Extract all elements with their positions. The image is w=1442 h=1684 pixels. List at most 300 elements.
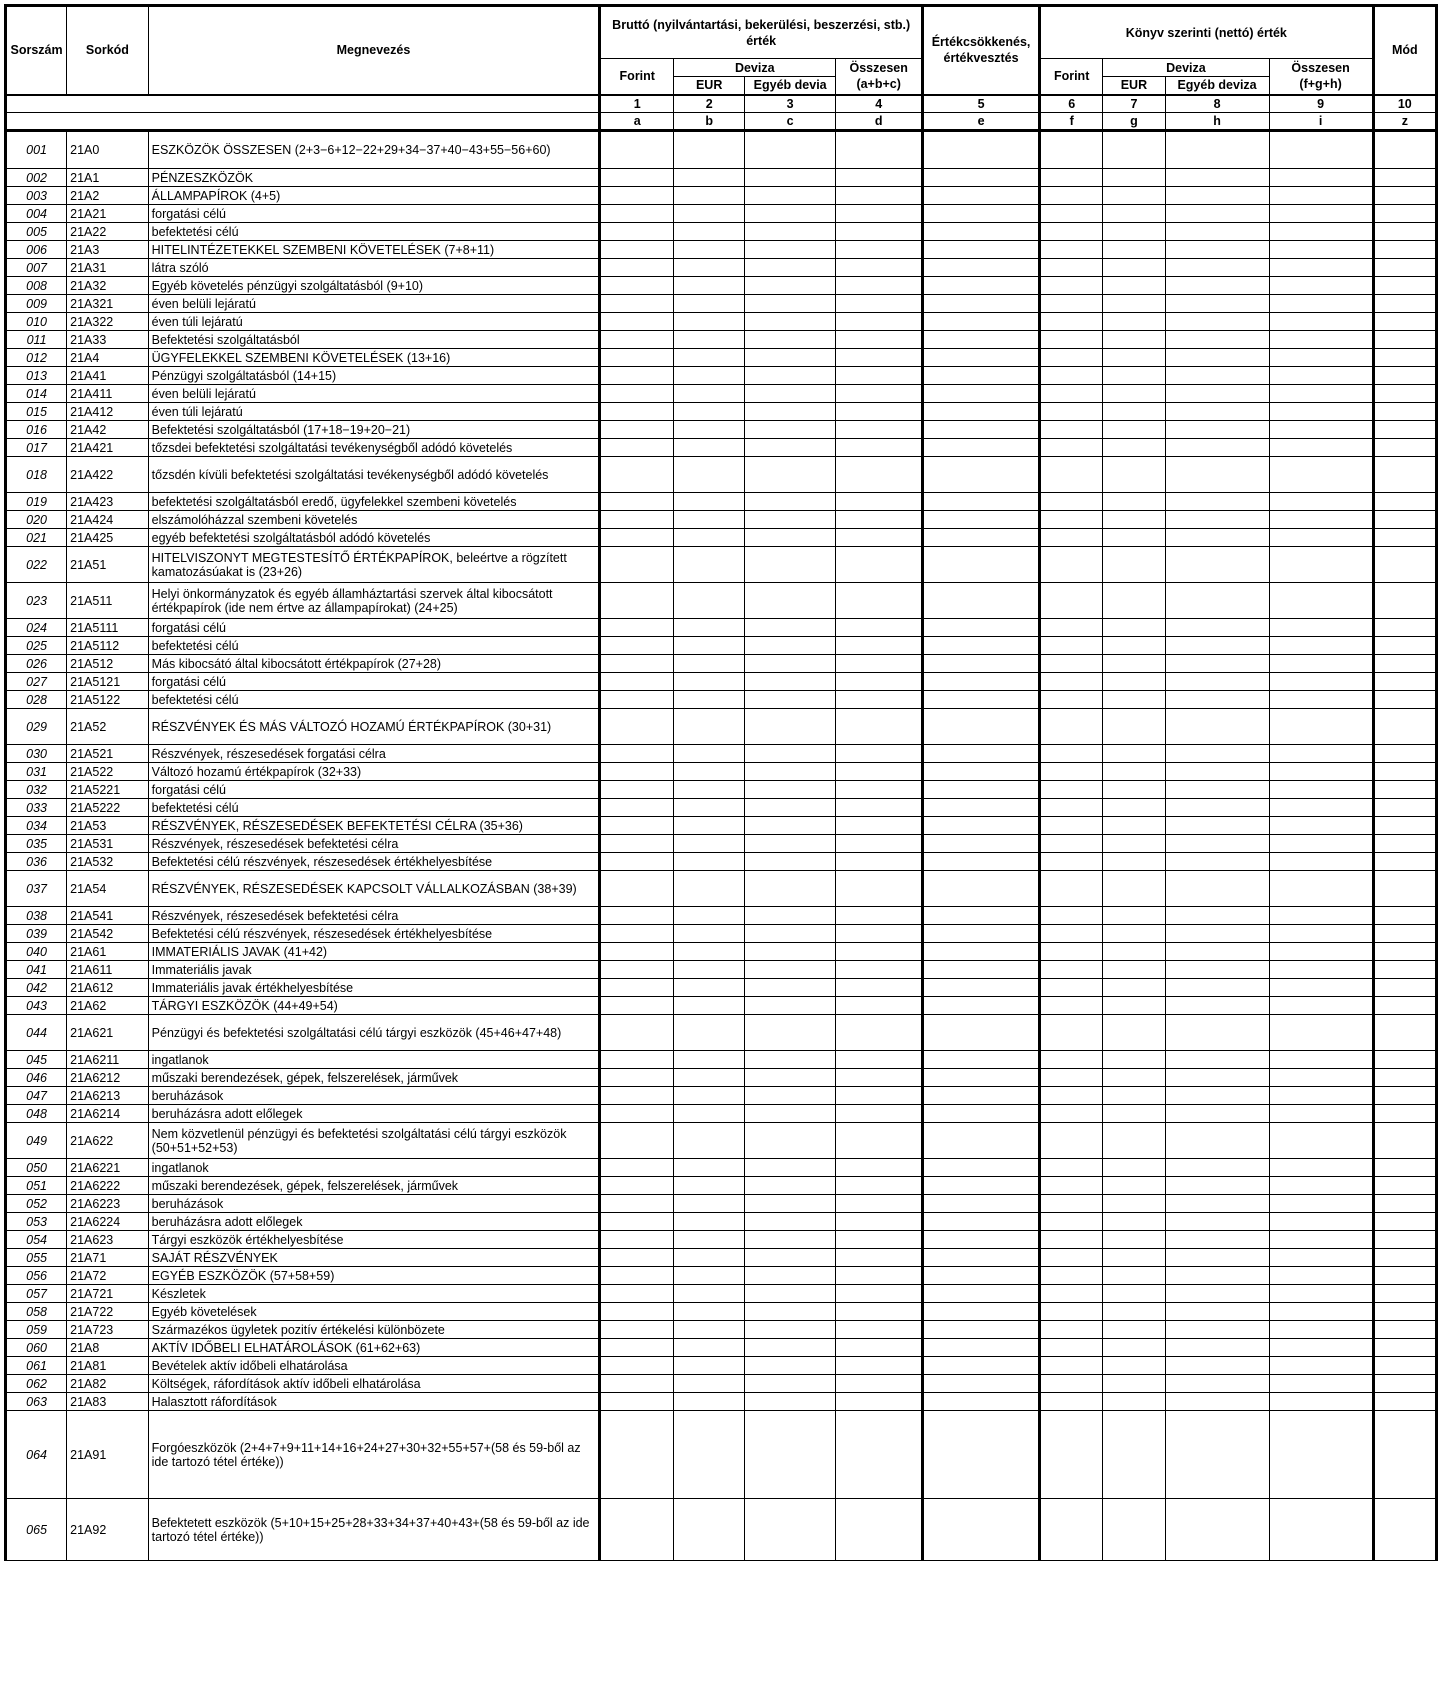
value-cell[interactable] bbox=[745, 1123, 836, 1159]
value-cell[interactable] bbox=[745, 745, 836, 763]
value-cell[interactable] bbox=[745, 1177, 836, 1195]
value-cell[interactable] bbox=[600, 1105, 674, 1123]
value-cell[interactable] bbox=[600, 1069, 674, 1087]
value-cell[interactable] bbox=[674, 1015, 745, 1051]
value-cell[interactable] bbox=[1269, 1321, 1373, 1339]
value-cell[interactable] bbox=[1165, 1375, 1269, 1393]
value-cell[interactable] bbox=[836, 1321, 923, 1339]
value-cell[interactable] bbox=[745, 169, 836, 187]
value-cell[interactable] bbox=[745, 1357, 836, 1375]
value-cell[interactable] bbox=[674, 1303, 745, 1321]
value-cell[interactable] bbox=[745, 1087, 836, 1105]
value-cell[interactable] bbox=[674, 313, 745, 331]
value-cell[interactable] bbox=[674, 529, 745, 547]
value-cell[interactable] bbox=[1373, 637, 1436, 655]
value-cell[interactable] bbox=[1373, 1249, 1436, 1267]
value-cell[interactable] bbox=[1103, 187, 1165, 205]
value-cell[interactable] bbox=[1103, 943, 1165, 961]
value-cell[interactable] bbox=[1103, 1375, 1165, 1393]
value-cell[interactable] bbox=[674, 709, 745, 745]
value-cell[interactable] bbox=[1040, 169, 1103, 187]
value-cell[interactable] bbox=[600, 313, 674, 331]
value-cell[interactable] bbox=[1103, 457, 1165, 493]
value-cell[interactable] bbox=[600, 1393, 674, 1411]
value-cell[interactable] bbox=[1040, 349, 1103, 367]
value-cell[interactable] bbox=[600, 619, 674, 637]
value-cell[interactable] bbox=[923, 1123, 1040, 1159]
value-cell[interactable] bbox=[1373, 979, 1436, 997]
value-cell[interactable] bbox=[1165, 907, 1269, 925]
value-cell[interactable] bbox=[745, 1051, 836, 1069]
value-cell[interactable] bbox=[836, 961, 923, 979]
value-cell[interactable] bbox=[745, 241, 836, 259]
value-cell[interactable] bbox=[1165, 1357, 1269, 1375]
value-cell[interactable] bbox=[1165, 439, 1269, 457]
value-cell[interactable] bbox=[923, 1231, 1040, 1249]
value-cell[interactable] bbox=[1103, 655, 1165, 673]
value-cell[interactable] bbox=[1373, 1051, 1436, 1069]
value-cell[interactable] bbox=[923, 799, 1040, 817]
value-cell[interactable] bbox=[836, 1231, 923, 1249]
value-cell[interactable] bbox=[923, 241, 1040, 259]
value-cell[interactable] bbox=[923, 169, 1040, 187]
value-cell[interactable] bbox=[745, 529, 836, 547]
value-cell[interactable] bbox=[1373, 799, 1436, 817]
value-cell[interactable] bbox=[923, 1393, 1040, 1411]
value-cell[interactable] bbox=[600, 1267, 674, 1285]
value-cell[interactable] bbox=[836, 421, 923, 439]
value-cell[interactable] bbox=[1040, 799, 1103, 817]
value-cell[interactable] bbox=[674, 367, 745, 385]
value-cell[interactable] bbox=[836, 1213, 923, 1231]
value-cell[interactable] bbox=[1103, 367, 1165, 385]
value-cell[interactable] bbox=[1373, 1267, 1436, 1285]
value-cell[interactable] bbox=[1269, 925, 1373, 943]
value-cell[interactable] bbox=[1165, 1105, 1269, 1123]
value-cell[interactable] bbox=[1373, 1159, 1436, 1177]
value-cell[interactable] bbox=[1103, 1159, 1165, 1177]
value-cell[interactable] bbox=[923, 943, 1040, 961]
value-cell[interactable] bbox=[674, 1195, 745, 1213]
value-cell[interactable] bbox=[1269, 1159, 1373, 1177]
value-cell[interactable] bbox=[600, 943, 674, 961]
value-cell[interactable] bbox=[674, 403, 745, 421]
value-cell[interactable] bbox=[600, 1213, 674, 1231]
value-cell[interactable] bbox=[1040, 439, 1103, 457]
value-cell[interactable] bbox=[836, 1357, 923, 1375]
value-cell[interactable] bbox=[674, 1087, 745, 1105]
value-cell[interactable] bbox=[1165, 1321, 1269, 1339]
value-cell[interactable] bbox=[1165, 1087, 1269, 1105]
value-cell[interactable] bbox=[600, 1015, 674, 1051]
value-cell[interactable] bbox=[1040, 673, 1103, 691]
value-cell[interactable] bbox=[836, 979, 923, 997]
value-cell[interactable] bbox=[1040, 1393, 1103, 1411]
value-cell[interactable] bbox=[1165, 1499, 1269, 1561]
value-cell[interactable] bbox=[836, 349, 923, 367]
value-cell[interactable] bbox=[1373, 673, 1436, 691]
value-cell[interactable] bbox=[745, 1411, 836, 1499]
value-cell[interactable] bbox=[1373, 1285, 1436, 1303]
value-cell[interactable] bbox=[923, 871, 1040, 907]
value-cell[interactable] bbox=[1165, 655, 1269, 673]
value-cell[interactable] bbox=[674, 1411, 745, 1499]
value-cell[interactable] bbox=[923, 763, 1040, 781]
value-cell[interactable] bbox=[600, 1303, 674, 1321]
value-cell[interactable] bbox=[836, 1087, 923, 1105]
value-cell[interactable] bbox=[745, 709, 836, 745]
value-cell[interactable] bbox=[1373, 1069, 1436, 1087]
value-cell[interactable] bbox=[600, 1159, 674, 1177]
value-cell[interactable] bbox=[1040, 655, 1103, 673]
value-cell[interactable] bbox=[600, 1249, 674, 1267]
value-cell[interactable] bbox=[674, 763, 745, 781]
value-cell[interactable] bbox=[1040, 1303, 1103, 1321]
value-cell[interactable] bbox=[745, 691, 836, 709]
value-cell[interactable] bbox=[1103, 1213, 1165, 1231]
value-cell[interactable] bbox=[836, 241, 923, 259]
value-cell[interactable] bbox=[1103, 205, 1165, 223]
value-cell[interactable] bbox=[1269, 1267, 1373, 1285]
value-cell[interactable] bbox=[1269, 817, 1373, 835]
value-cell[interactable] bbox=[1040, 691, 1103, 709]
value-cell[interactable] bbox=[745, 871, 836, 907]
value-cell[interactable] bbox=[600, 853, 674, 871]
value-cell[interactable] bbox=[1269, 1339, 1373, 1357]
value-cell[interactable] bbox=[923, 1177, 1040, 1195]
value-cell[interactable] bbox=[674, 979, 745, 997]
value-cell[interactable] bbox=[745, 1339, 836, 1357]
value-cell[interactable] bbox=[745, 925, 836, 943]
value-cell[interactable] bbox=[600, 1285, 674, 1303]
value-cell[interactable] bbox=[674, 1213, 745, 1231]
value-cell[interactable] bbox=[1103, 403, 1165, 421]
value-cell[interactable] bbox=[745, 511, 836, 529]
value-cell[interactable] bbox=[600, 295, 674, 313]
value-cell[interactable] bbox=[1103, 1321, 1165, 1339]
value-cell[interactable] bbox=[1269, 1375, 1373, 1393]
value-cell[interactable] bbox=[600, 1195, 674, 1213]
value-cell[interactable] bbox=[923, 187, 1040, 205]
value-cell[interactable] bbox=[1103, 1123, 1165, 1159]
value-cell[interactable] bbox=[1103, 385, 1165, 403]
value-cell[interactable] bbox=[1040, 131, 1103, 169]
value-cell[interactable] bbox=[836, 1177, 923, 1195]
value-cell[interactable] bbox=[600, 1231, 674, 1249]
value-cell[interactable] bbox=[600, 187, 674, 205]
value-cell[interactable] bbox=[674, 745, 745, 763]
value-cell[interactable] bbox=[1103, 169, 1165, 187]
value-cell[interactable] bbox=[1103, 295, 1165, 313]
value-cell[interactable] bbox=[600, 1051, 674, 1069]
value-cell[interactable] bbox=[1103, 1303, 1165, 1321]
value-cell[interactable] bbox=[1373, 457, 1436, 493]
value-cell[interactable] bbox=[1103, 709, 1165, 745]
value-cell[interactable] bbox=[1040, 1267, 1103, 1285]
value-cell[interactable] bbox=[1373, 439, 1436, 457]
value-cell[interactable] bbox=[1373, 1123, 1436, 1159]
value-cell[interactable] bbox=[1103, 907, 1165, 925]
value-cell[interactable] bbox=[1269, 961, 1373, 979]
value-cell[interactable] bbox=[674, 131, 745, 169]
value-cell[interactable] bbox=[600, 457, 674, 493]
value-cell[interactable] bbox=[745, 763, 836, 781]
value-cell[interactable] bbox=[745, 1195, 836, 1213]
value-cell[interactable] bbox=[745, 259, 836, 277]
value-cell[interactable] bbox=[745, 943, 836, 961]
value-cell[interactable] bbox=[923, 1015, 1040, 1051]
value-cell[interactable] bbox=[1269, 871, 1373, 907]
value-cell[interactable] bbox=[674, 511, 745, 529]
value-cell[interactable] bbox=[923, 1195, 1040, 1213]
value-cell[interactable] bbox=[674, 781, 745, 799]
value-cell[interactable] bbox=[1165, 1195, 1269, 1213]
value-cell[interactable] bbox=[1373, 835, 1436, 853]
value-cell[interactable] bbox=[1165, 1285, 1269, 1303]
value-cell[interactable] bbox=[745, 979, 836, 997]
value-cell[interactable] bbox=[1165, 979, 1269, 997]
value-cell[interactable] bbox=[836, 1375, 923, 1393]
value-cell[interactable] bbox=[836, 763, 923, 781]
value-cell[interactable] bbox=[1103, 1015, 1165, 1051]
value-cell[interactable] bbox=[745, 1303, 836, 1321]
value-cell[interactable] bbox=[1103, 871, 1165, 907]
value-cell[interactable] bbox=[836, 439, 923, 457]
value-cell[interactable] bbox=[836, 223, 923, 241]
value-cell[interactable] bbox=[745, 853, 836, 871]
value-cell[interactable] bbox=[674, 835, 745, 853]
value-cell[interactable] bbox=[1373, 1015, 1436, 1051]
value-cell[interactable] bbox=[836, 259, 923, 277]
value-cell[interactable] bbox=[1040, 1015, 1103, 1051]
value-cell[interactable] bbox=[1373, 131, 1436, 169]
value-cell[interactable] bbox=[836, 1069, 923, 1087]
value-cell[interactable] bbox=[600, 331, 674, 349]
value-cell[interactable] bbox=[1269, 1285, 1373, 1303]
value-cell[interactable] bbox=[1165, 1015, 1269, 1051]
value-cell[interactable] bbox=[600, 131, 674, 169]
value-cell[interactable] bbox=[923, 385, 1040, 403]
value-cell[interactable] bbox=[600, 439, 674, 457]
value-cell[interactable] bbox=[674, 1339, 745, 1357]
value-cell[interactable] bbox=[745, 457, 836, 493]
value-cell[interactable] bbox=[1269, 763, 1373, 781]
value-cell[interactable] bbox=[1373, 781, 1436, 799]
value-cell[interactable] bbox=[1103, 1231, 1165, 1249]
value-cell[interactable] bbox=[1165, 871, 1269, 907]
value-cell[interactable] bbox=[745, 835, 836, 853]
value-cell[interactable] bbox=[1269, 997, 1373, 1015]
value-cell[interactable] bbox=[1040, 619, 1103, 637]
value-cell[interactable] bbox=[1040, 1051, 1103, 1069]
value-cell[interactable] bbox=[836, 1303, 923, 1321]
value-cell[interactable] bbox=[923, 1357, 1040, 1375]
value-cell[interactable] bbox=[1373, 1357, 1436, 1375]
value-cell[interactable] bbox=[1103, 1267, 1165, 1285]
value-cell[interactable] bbox=[836, 367, 923, 385]
value-cell[interactable] bbox=[674, 1231, 745, 1249]
value-cell[interactable] bbox=[1040, 637, 1103, 655]
value-cell[interactable] bbox=[600, 1499, 674, 1561]
value-cell[interactable] bbox=[836, 295, 923, 313]
value-cell[interactable] bbox=[923, 1321, 1040, 1339]
value-cell[interactable] bbox=[836, 313, 923, 331]
value-cell[interactable] bbox=[1103, 619, 1165, 637]
value-cell[interactable] bbox=[600, 907, 674, 925]
value-cell[interactable] bbox=[600, 691, 674, 709]
value-cell[interactable] bbox=[745, 1069, 836, 1087]
value-cell[interactable] bbox=[836, 655, 923, 673]
value-cell[interactable] bbox=[600, 511, 674, 529]
value-cell[interactable] bbox=[745, 619, 836, 637]
value-cell[interactable] bbox=[923, 1303, 1040, 1321]
value-cell[interactable] bbox=[1040, 403, 1103, 421]
value-cell[interactable] bbox=[1269, 511, 1373, 529]
value-cell[interactable] bbox=[923, 781, 1040, 799]
value-cell[interactable] bbox=[745, 907, 836, 925]
value-cell[interactable] bbox=[1269, 313, 1373, 331]
value-cell[interactable] bbox=[1165, 1123, 1269, 1159]
value-cell[interactable] bbox=[923, 673, 1040, 691]
value-cell[interactable] bbox=[1103, 259, 1165, 277]
value-cell[interactable] bbox=[600, 205, 674, 223]
value-cell[interactable] bbox=[1165, 1393, 1269, 1411]
value-cell[interactable] bbox=[1040, 1123, 1103, 1159]
value-cell[interactable] bbox=[836, 1195, 923, 1213]
value-cell[interactable] bbox=[836, 781, 923, 799]
value-cell[interactable] bbox=[745, 277, 836, 295]
value-cell[interactable] bbox=[745, 655, 836, 673]
value-cell[interactable] bbox=[1040, 745, 1103, 763]
value-cell[interactable] bbox=[1103, 313, 1165, 331]
value-cell[interactable] bbox=[1373, 1087, 1436, 1105]
value-cell[interactable] bbox=[923, 637, 1040, 655]
value-cell[interactable] bbox=[1269, 529, 1373, 547]
value-cell[interactable] bbox=[923, 313, 1040, 331]
value-cell[interactable] bbox=[1103, 1285, 1165, 1303]
value-cell[interactable] bbox=[600, 817, 674, 835]
value-cell[interactable] bbox=[600, 673, 674, 691]
value-cell[interactable] bbox=[923, 439, 1040, 457]
value-cell[interactable] bbox=[1165, 817, 1269, 835]
value-cell[interactable] bbox=[674, 907, 745, 925]
value-cell[interactable] bbox=[1165, 1159, 1269, 1177]
value-cell[interactable] bbox=[1373, 223, 1436, 241]
value-cell[interactable] bbox=[1269, 1051, 1373, 1069]
value-cell[interactable] bbox=[674, 547, 745, 583]
value-cell[interactable] bbox=[1040, 511, 1103, 529]
value-cell[interactable] bbox=[745, 1249, 836, 1267]
value-cell[interactable] bbox=[1040, 259, 1103, 277]
value-cell[interactable] bbox=[1373, 1303, 1436, 1321]
value-cell[interactable] bbox=[1165, 835, 1269, 853]
value-cell[interactable] bbox=[1103, 277, 1165, 295]
value-cell[interactable] bbox=[923, 1213, 1040, 1231]
value-cell[interactable] bbox=[600, 1123, 674, 1159]
value-cell[interactable] bbox=[1103, 1177, 1165, 1195]
value-cell[interactable] bbox=[674, 1357, 745, 1375]
value-cell[interactable] bbox=[1165, 511, 1269, 529]
value-cell[interactable] bbox=[836, 691, 923, 709]
value-cell[interactable] bbox=[923, 1159, 1040, 1177]
value-cell[interactable] bbox=[836, 907, 923, 925]
value-cell[interactable] bbox=[1269, 277, 1373, 295]
value-cell[interactable] bbox=[674, 1321, 745, 1339]
value-cell[interactable] bbox=[674, 187, 745, 205]
value-cell[interactable] bbox=[836, 493, 923, 511]
value-cell[interactable] bbox=[1165, 1231, 1269, 1249]
value-cell[interactable] bbox=[1040, 781, 1103, 799]
value-cell[interactable] bbox=[923, 655, 1040, 673]
value-cell[interactable] bbox=[1040, 313, 1103, 331]
value-cell[interactable] bbox=[1373, 259, 1436, 277]
value-cell[interactable] bbox=[1373, 331, 1436, 349]
value-cell[interactable] bbox=[1269, 131, 1373, 169]
value-cell[interactable] bbox=[1040, 1213, 1103, 1231]
value-cell[interactable] bbox=[1103, 583, 1165, 619]
value-cell[interactable] bbox=[836, 943, 923, 961]
value-cell[interactable] bbox=[600, 421, 674, 439]
value-cell[interactable] bbox=[1165, 331, 1269, 349]
value-cell[interactable] bbox=[1165, 781, 1269, 799]
value-cell[interactable] bbox=[1103, 1195, 1165, 1213]
value-cell[interactable] bbox=[1040, 331, 1103, 349]
value-cell[interactable] bbox=[1373, 745, 1436, 763]
value-cell[interactable] bbox=[836, 1051, 923, 1069]
value-cell[interactable] bbox=[745, 403, 836, 421]
value-cell[interactable] bbox=[600, 835, 674, 853]
value-cell[interactable] bbox=[674, 421, 745, 439]
value-cell[interactable] bbox=[923, 583, 1040, 619]
value-cell[interactable] bbox=[745, 637, 836, 655]
value-cell[interactable] bbox=[1269, 403, 1373, 421]
value-cell[interactable] bbox=[674, 997, 745, 1015]
value-cell[interactable] bbox=[923, 1051, 1040, 1069]
value-cell[interactable] bbox=[1373, 1105, 1436, 1123]
value-cell[interactable] bbox=[1269, 1177, 1373, 1195]
value-cell[interactable] bbox=[600, 385, 674, 403]
value-cell[interactable] bbox=[836, 529, 923, 547]
value-cell[interactable] bbox=[836, 331, 923, 349]
value-cell[interactable] bbox=[1269, 745, 1373, 763]
value-cell[interactable] bbox=[1165, 745, 1269, 763]
value-cell[interactable] bbox=[1269, 349, 1373, 367]
value-cell[interactable] bbox=[923, 493, 1040, 511]
value-cell[interactable] bbox=[745, 1213, 836, 1231]
value-cell[interactable] bbox=[600, 583, 674, 619]
value-cell[interactable] bbox=[1269, 331, 1373, 349]
value-cell[interactable] bbox=[836, 457, 923, 493]
value-cell[interactable] bbox=[745, 1159, 836, 1177]
value-cell[interactable] bbox=[1165, 131, 1269, 169]
value-cell[interactable] bbox=[1269, 1213, 1373, 1231]
value-cell[interactable] bbox=[674, 1069, 745, 1087]
value-cell[interactable] bbox=[1165, 637, 1269, 655]
value-cell[interactable] bbox=[674, 871, 745, 907]
value-cell[interactable] bbox=[923, 1285, 1040, 1303]
value-cell[interactable] bbox=[1165, 421, 1269, 439]
value-cell[interactable] bbox=[745, 331, 836, 349]
value-cell[interactable] bbox=[923, 1499, 1040, 1561]
value-cell[interactable] bbox=[1165, 691, 1269, 709]
value-cell[interactable] bbox=[600, 655, 674, 673]
value-cell[interactable] bbox=[1269, 205, 1373, 223]
value-cell[interactable] bbox=[1373, 241, 1436, 259]
value-cell[interactable] bbox=[836, 835, 923, 853]
value-cell[interactable] bbox=[1103, 223, 1165, 241]
value-cell[interactable] bbox=[600, 979, 674, 997]
value-cell[interactable] bbox=[745, 961, 836, 979]
